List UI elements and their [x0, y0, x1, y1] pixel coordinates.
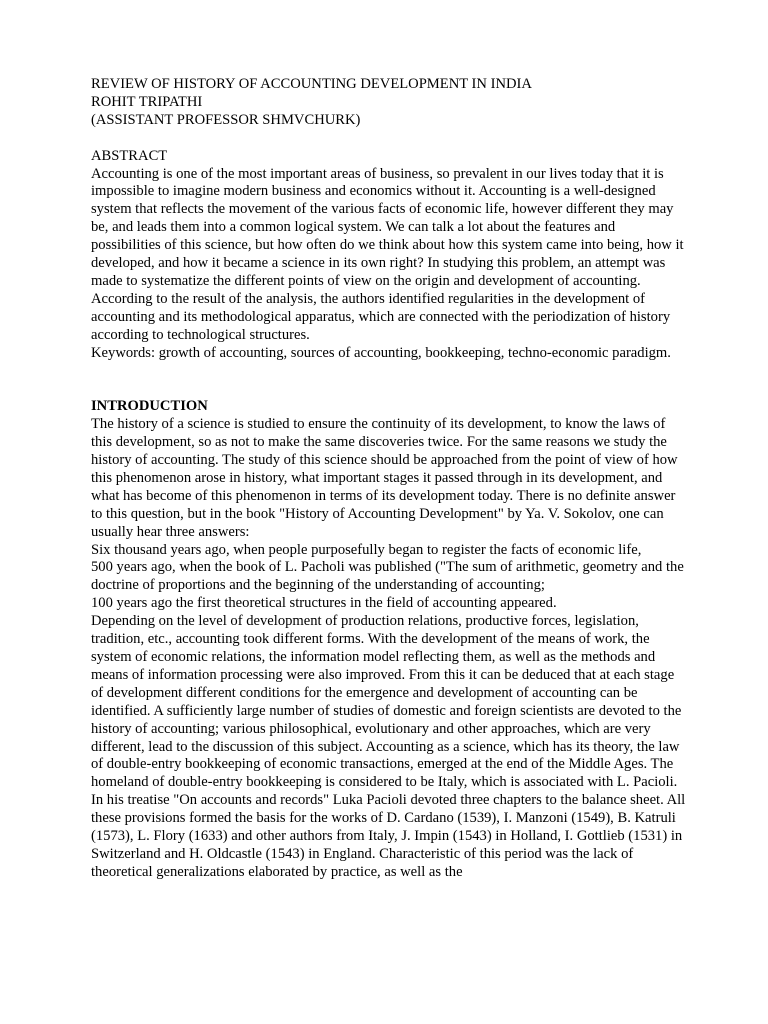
introduction-paragraph: Six thousand years ago, when people purposefully began to register the facts of economic life, — [91, 541, 642, 558]
abstract-keywords: Keywords: growth of accounting, sources of accounting, bookkeeping, techno-economic paradigm. — [91, 344, 671, 361]
abstract-body: Accounting is one of the most important areas of business, so prevalent in our lives today that it is impossible to imagine modern business and economics without it. Accounting is a well-designed system that reflects the movement of the various facts of economic life, however different they may be, and leads them into a common logical system. We can talk a lot about the features and possibilities of this science, but how often do we think about how this system came into being, how it developed, and how it became a science in its own right? In studying this problem, an attempt was made to systematize the different points of view on the origin and development of accounting. According to the result of the analysis, the authors identified regularities in the development of accounting and its methodological apparatus, which are connected with the periodization of history according to technological structures. — [91, 165, 684, 343]
introduction-paragraph: The history of a science is studied to ensure the continuity of its development, to know the laws of this development, so as not to make the same discoveries twice. For the same reasons we study the history of accounting. The study of this science should be approached from the point of view of how this phenomenon arose in history, what important stages it passed through in its development, and what has become of this phenomenon in terms of its development today. There is no definite answer to this question, but in the book "History of Accounting Development" by Ya. V. Sokolov, one can usually hear three answers: — [91, 416, 678, 540]
introduction-paragraph: 500 years ago, when the book of L. Pacholi was published ("The sum of arithmetic, geometry and the doctrine of proportions and the beginning of the understanding of accounting; — [91, 559, 684, 594]
document-title: REVIEW OF HISTORY OF ACCOUNTING DEVELOPMENT IN INDIA — [91, 76, 532, 92]
spacer — [91, 130, 688, 148]
introduction-paragraph: In his treatise "On accounts and records" Luka Pacioli devoted three chapters to the balance sheet. All these provisions formed the basis for the works of D. Cardano (1539), I. Manzoni (1549), B. Katruli (1573), L. Flory (1633) and other authors from Italy, J. Impin (1543) in Holland, I. Gottlieb (1531) in Switzerland and H. Oldcastle (1543) in England. Characteristic of this period was the lack of theoretical generalizations elaborated by practice, as well as the — [91, 792, 686, 880]
spacer — [91, 362, 688, 398]
author-affiliation: (ASSISTANT PROFESSOR SHMVCHURK) — [91, 111, 361, 128]
introduction-paragraph: Depending on the level of development of production relations, productive forces, legislation, tradition, etc., accounting took different forms. With the development of the means of work, the system of economic relations, the information model reflecting them, as well as the methods and means of information processing were also improved. From this it can be deduced that at each stage of development different conditions for the emergence and development of accounting can be identified. A sufficiently large number of studies of domestic and foreign scientists are devoted to the history of accounting; various philosophical, evolutionary and other approaches, which are very different, lead to the discussion of this subject. Accounting as a science, which has its theory, the law of double-entry bookkeeping of economic transactions, emerged at the end of the Middle Ages. The homeland of double-entry bookkeeping is considered to be Italy, which is associated with L. Pacioli. — [91, 613, 682, 791]
author-name: ROHIT TRIPATHI — [91, 93, 203, 110]
introduction-heading: INTRODUCTION — [91, 398, 208, 415]
introduction-paragraph: 100 years ago the first theoretical structures in the field of accounting appeared. — [91, 595, 557, 612]
abstract-heading: ABSTRACT — [91, 147, 168, 164]
